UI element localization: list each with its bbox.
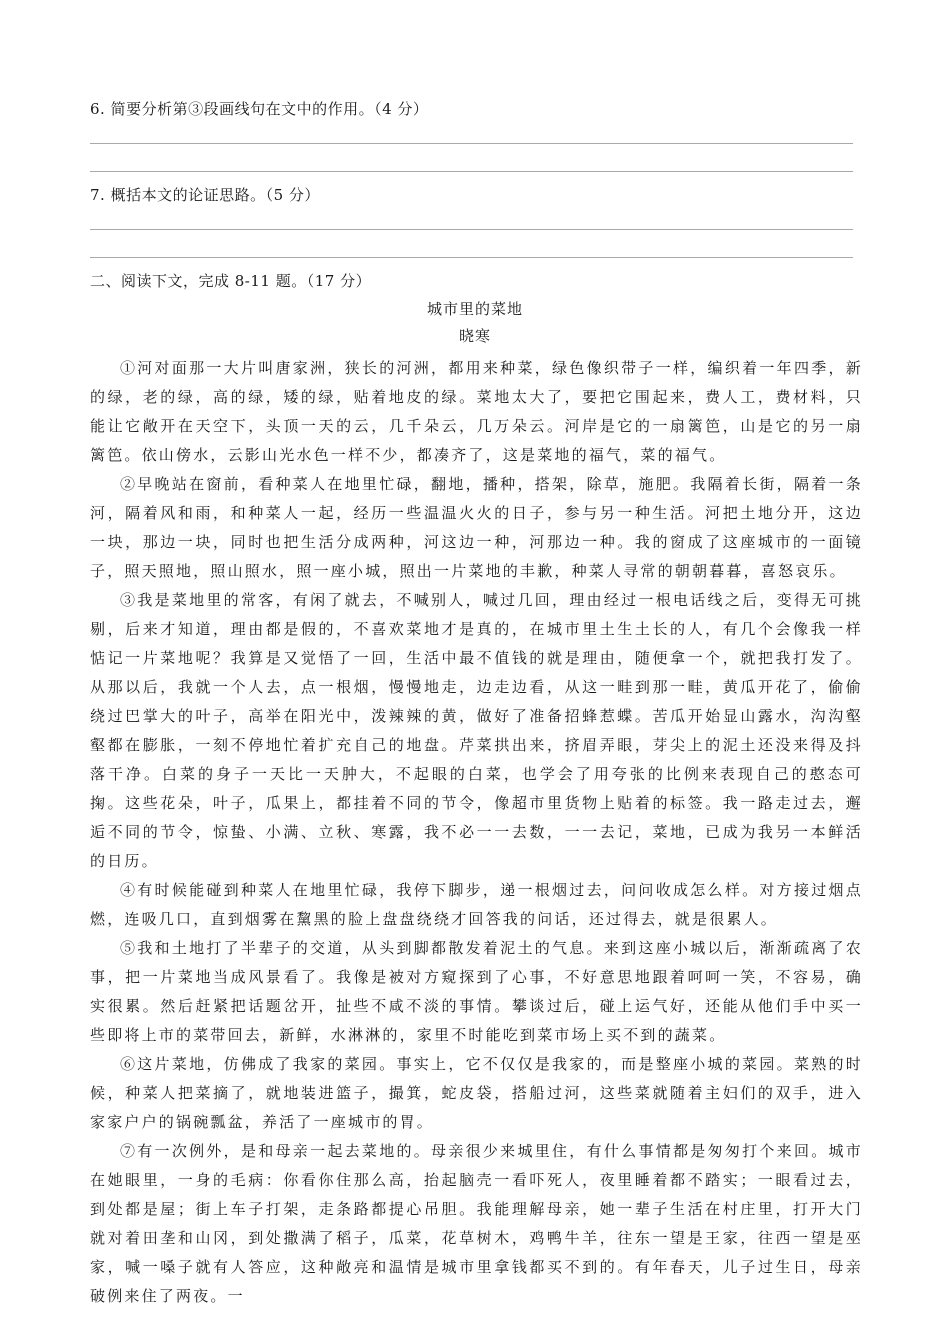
answer-line	[90, 171, 853, 172]
article-title: 城市里的菜地	[426, 300, 523, 318]
question-7: 7. 概括本文的论证思路。（5 分）	[90, 186, 320, 204]
paragraph-3: ③我是菜地里的常客，有闲了就去，不喊别人，喊过几回，理由经过一根电话线之后，变得无可挑剔，后来才知道，理由都是假的，不喜欢菜地才是真的，在城市里土生土长的人，有几个会像我一样惦记一片菜地呢？我算是又觉悟了一回，生活中最不值钱的就是理由，随便拿一个，就把我打发了。从那以后，我就一个人去，点一根烟，慢慢地走，边走边看，从这一畦到那一畦，黄瓜开花了，偷偷绕过巴掌大的叶子，高举在阳光中，泼辣辣的黄，做好了准备招蜂惹蝶。苦瓜开始显山露水，沟沟壑壑都在膨胀，一刻不停地忙着扩充自己的地盘。芹菜拱出来，挤眉弄眼，芽尖上的泥土还没来得及抖落干净。白菜的身子一天比一天肿大，不起眼的白菜，也学会了用夸张的比例来表现自己的憨态可掬。这些花朵，叶子，瓜果上，都挂着不同的节令，像超市里货物上贴着的标签。我一路走过去，邂逅不同的节令，惊蛰、小满、立秋、寒露，我不必一一去数，一一去记，菜地，已成为我另一本鲜活的日历。	[90, 591, 863, 870]
answer-line	[90, 143, 853, 144]
article-body	[90, 354, 863, 1311]
paragraph-1: ①河对面那一大片叫唐家洲，狭长的河洲，都用来种菜，绿色像织带子一样，编织着一年四季，新的绿，老的绿，高的绿，矮的绿，贴着地皮的绿。菜地太大了，要把它围起来，费人工，费材料，只能让它敞开在天空下，头顶一天的云，几千朵云，几万朵云。河岸是它的一扇篱笆，山是它的另一扇篱笆。依山傍水，云影山光水色一样不少，都凑齐了，这是菜地的福气，菜的福气。	[90, 359, 863, 464]
paragraph-5: ⑤我和土地打了半辈子的交道，从头到脚都散发着泥土的气息。来到这座小城以后，渐渐疏离了农事，把一片菜地当成风景看了。我像是被对方窥探到了心事，不好意思地跟着呵呵一笑，不容易，确实很累。然后赶紧把话题岔开，扯些不咸不淡的事情。攀谈过后，碰上运气好，还能从他们手中买一些即将上市的菜带回去，新鲜，水淋淋的，家里不时能吃到菜市场上买不到的蔬菜。	[90, 939, 863, 1044]
paragraph-4: ④有时候能碰到种菜人在地里忙碌，我停下脚步，递一根烟过去，问问收成怎么样。对方接过烟点燃，连吸几口，直到烟雾在黧黑的脸上盘盘绕绕才回答我的问话，还过得去，就是很累人。	[90, 881, 863, 928]
paragraph-2: ②早晚站在窗前，看种菜人在地里忙碌，翻地，播种，搭架，除草，施肥。我隔着长街，隔着一条河，隔着风和雨，和种菜人一起，经历一些温温火火的日子，参与另一种生活。河把土地分开，这边一块，那边一块，同时也把生活分成两种，河这边一种，河那边一种。我的窗成了这座城市的一面镜子，照天照地，照山照水，照一座小城，照出一片菜地的丰歉，种菜人寻常的朝朝暮暮，喜怒哀乐。	[90, 475, 863, 580]
answer-line	[90, 257, 853, 258]
question-6: 6. 简要分析第③段画线句在文中的作用。（4 分）	[90, 100, 429, 118]
paragraph-6: ⑥这片菜地，仿佛成了我家的菜园。事实上，它不仅仅是我家的，而是整座小城的菜园。菜熟的时候，种菜人把菜摘了，就地装进篮子，撮箕，蛇皮袋，搭船过河，这些菜就随着主妇们的双手，进入家家户户的锅碗瓢盆，养活了一座城市的胃。	[90, 1055, 863, 1131]
article-author: 晓寒	[458, 327, 491, 345]
answer-line	[90, 229, 853, 230]
section-heading: 二、阅读下文，完成 8-11 题。（17 分）	[90, 272, 372, 290]
paragraph-7: ⑦有一次例外，是和母亲一起去菜地的。母亲很少来城里住，有什么事情都是匆匆打个来回。城市在她眼里，一身的毛病：你看你住那么高，抬起脑壳一看吓死人，夜里睡着都不踏实；一眼看过去，到处都是屋；街上车子打架，走条路都提心吊胆。我能理解母亲，她一辈子生活在村庄里，打开大门就对着田垄和山冈，到处撒满了稻子，瓜菜，花草树木，鸡鸭牛羊，往东一望是王家，往西一望是巫家，喊一嗓子就有人答应，这种敞亮和温情是城市里拿钱都买不到的。有年春天，儿子过生日，母亲破例来住了两夜。一	[90, 1142, 863, 1305]
